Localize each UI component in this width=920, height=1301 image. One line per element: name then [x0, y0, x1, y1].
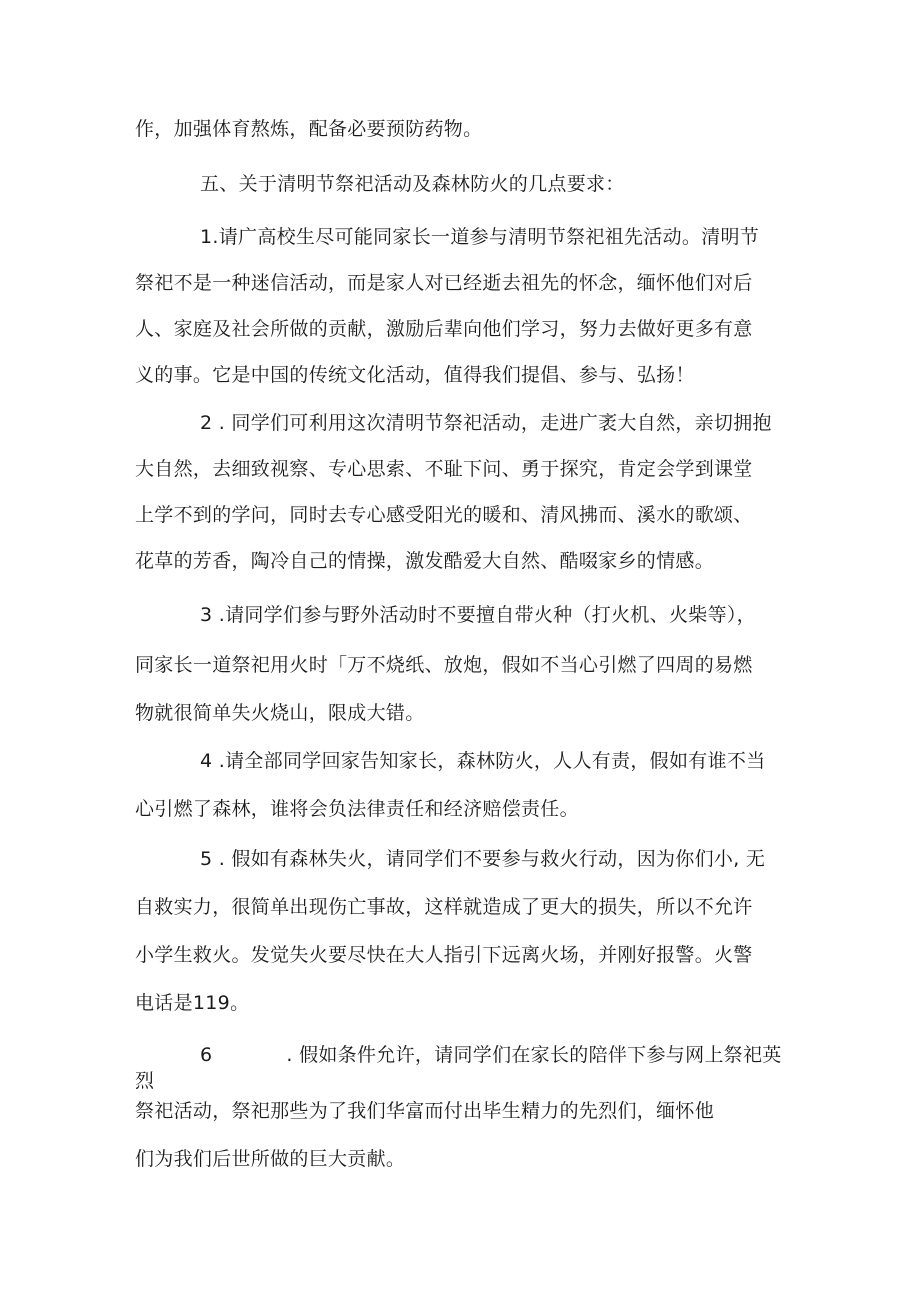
item2-line-4: 花草的芳香，陶冷自己的情操，激发酷爱大自然、酷啜家乡的情感。: [135, 550, 715, 572]
item3-line-3: 物就很简单失火烧山，限成大错。: [135, 702, 425, 724]
item3-line-2: 同家长一道祭祀用火时「万不烧纸、放炮，假如不当心引燃了四周的易燃: [135, 654, 753, 676]
section-heading: 五、关于清明节祭祀活动及森林防火的几点要求：: [200, 173, 625, 195]
item1-line-2: 祭祀不是一种迷信活动，而是家人对已经逝去祖先的怀念，缅怀他们对后: [135, 272, 753, 294]
item1-line-1: 1.请广高校生尽可能同家长一道参与清明节祭祀祖先活动。清明节: [200, 226, 760, 248]
item3-line-1: 3 .请同学们参与野外活动时不要擅自带火种（打火机、火柴等），: [200, 604, 756, 626]
item5-line-1: 5 . 假如有森林失火，请同学们不要参与救火行动，因为你们小, 无: [200, 848, 766, 870]
item2-line-3: 上学不到的学问，同时去专心感受阳光的暖和、清风拂而、溪水的歌颂、: [135, 504, 753, 526]
item4-line-1: 4 .请全部同学回家告知家长，森林防火，人人有责，假如有谁不当: [200, 750, 766, 772]
item1-line-3: 人、家庭及社会所做的贡献，激励后辈向他们学习，努力去做好更多有意: [135, 318, 753, 340]
item6-wrap: 烈: [135, 1070, 155, 1092]
item5-line-3: 小学生救火。发觉失火要尽快在大人指引下远离火场，并刚好报警。火警: [135, 944, 753, 966]
item6-line-2: 祭祀活动，祭祀那些为了我们华富而付出毕生精力的先烈们，缅怀他: [135, 1100, 715, 1122]
intro-tail-line: 作，加强体育熬炼，配备必要预防药物。: [135, 118, 483, 140]
item6-line-3: 们为我们后世所做的巨大贡献。: [135, 1148, 406, 1170]
item6-first-line: . 假如条件允许，请同学们在家长的陪伴下参与网上祭祀英: [286, 1044, 782, 1066]
item5-line-2: 自救实力，很简单出现伤亡事故，这样就造成了更大的损失，所以不允许: [135, 896, 753, 918]
item6-number: 6: [200, 1044, 213, 1066]
item5-line-4: 电话是119。: [135, 992, 250, 1014]
item6-line-1: [200, 1042, 782, 1068]
item2-line-2: 大自然，去细致视察、专心思索、不耻下问、勇于探究，肯定会学到课堂: [135, 458, 753, 480]
item1-line-4: 义的事。它是中国的传统文化活动，值得我们提倡、参与、弘扬！: [135, 364, 695, 386]
item4-line-2: 心引燃了森林，谁将会负法律责任和经济赔偿责任。: [135, 798, 579, 820]
item2-line-1: 2 . 同学们可利用这次清明节祭祀活动，走进广袤大自然，亲切拥抱: [200, 412, 772, 434]
